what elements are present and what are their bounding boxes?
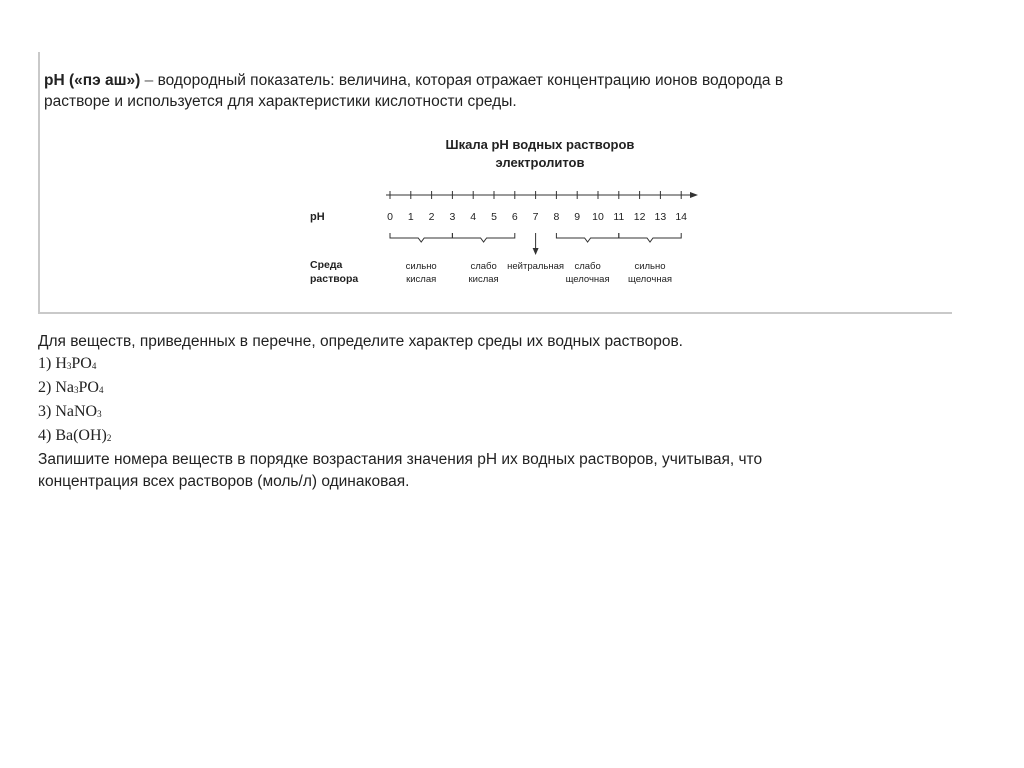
zone-label: кислая — [468, 274, 499, 285]
ph-tick-label: 11 — [613, 211, 625, 223]
ph-axis-label: pH — [310, 211, 325, 223]
ph-tick-label: 10 — [592, 211, 604, 223]
ph-tick-label: 13 — [654, 211, 667, 223]
zone-brace — [390, 233, 452, 242]
ph-tick-label: 0 — [387, 211, 393, 223]
dash: – — [144, 72, 154, 89]
zone-label: слабо — [470, 261, 497, 272]
ph-tick-label: 14 — [675, 211, 688, 223]
ph-definition — [44, 70, 964, 112]
zone-label: щелочная — [565, 274, 610, 285]
item-2: 2) $Na_3PO_4$ — [38, 379, 104, 396]
scale-title — [380, 136, 700, 172]
ph-tick-label: 1 — [407, 211, 414, 223]
question — [38, 331, 978, 493]
definition-text-1: водородный показатель: величина, которая отражает концентрацию ионов водорода в — [157, 72, 784, 89]
medium-label-line1: Среда — [310, 259, 343, 271]
item-3: 3) NaNO$_3$ — [38, 403, 102, 420]
zone-label: щелочная — [627, 274, 673, 285]
scale-title-line1: Шкала pH водных растворов — [445, 137, 635, 152]
question-line-last1: Запишите номера веществ в порядке возрастания значения pH их водных растворов, учитывая, что — [38, 451, 763, 468]
zone-label: кислая — [406, 274, 437, 285]
medium-label-line2: раствора — [310, 273, 359, 285]
scale-title-line2: электролитов — [495, 155, 585, 170]
question-line-last2: концентрация всех растворов (моль/л) одинаковая. — [38, 473, 410, 490]
item-4: 4) $Ba(OH)_2$ — [38, 427, 112, 444]
ph-tick-label: 8 — [553, 211, 560, 223]
zone-label: сильно — [405, 261, 437, 272]
ph-ticks — [387, 191, 687, 223]
ph-zone-braces — [390, 233, 681, 255]
ph-tick-label: 2 — [428, 211, 435, 223]
zone-brace — [452, 233, 514, 242]
zone-brace — [619, 233, 681, 242]
ph-tick-label: 5 — [491, 211, 497, 223]
item-1: 1) $H_3PO_4$ — [38, 355, 97, 372]
neutral-arrow-head — [533, 248, 539, 255]
ph-tick-label: 7 — [532, 211, 539, 223]
ph-zone-labels — [406, 261, 672, 285]
definition-text-2: растворе и используется для характеристики кислотности среды. — [44, 93, 517, 110]
ph-tick-label: 4 — [470, 211, 477, 223]
zone-brace — [556, 233, 618, 242]
ph-tick-label: 6 — [511, 211, 518, 223]
ph-axis-arrow — [690, 192, 698, 198]
zone-label: слабо — [574, 261, 601, 272]
question-line1: Для веществ, приведенных в перечне, определите характер среды их водных растворов. — [38, 333, 683, 350]
ph-tick-label: 12 — [633, 211, 646, 223]
ph-tick-label: 9 — [574, 211, 581, 223]
zone-label: нейтральная — [507, 261, 565, 272]
zone-label: сильно — [634, 261, 666, 272]
ph-term: pH («пэ аш») — [44, 72, 141, 89]
ph-tick-label: 3 — [449, 211, 456, 223]
ph-scale-diagram — [300, 185, 720, 295]
